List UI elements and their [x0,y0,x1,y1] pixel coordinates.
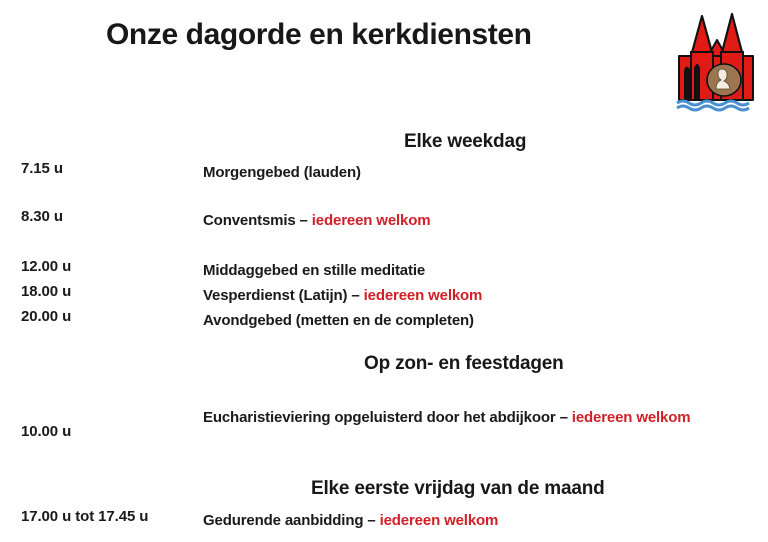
schedule-time: 18.00 u [21,283,72,300]
schedule-time: 17.00 u tot 17.45 u [21,508,149,525]
welkom-note: iedereen welkom [311,212,431,229]
schedule-description [203,508,718,533]
schedule-desc-text: Morgengebed (lauden) [203,164,361,181]
schedule-time: 12.00 u [21,258,72,275]
schedule-description [203,258,718,283]
page-title: Onze dagorde en kerkdiensten [106,18,532,51]
welkom-note: iedereen welkom [363,287,483,304]
abbey-church-logo [672,8,760,112]
section-heading-weekdag: Elke weekdag [404,131,527,152]
schedule-time: 10.00 u [21,423,72,440]
welkom-note: iedereen welkom [571,409,691,426]
schedule-description [203,308,718,333]
schedule-time: 7.15 u [21,160,63,177]
schedule-desc-text: Conventsmis – [203,212,312,229]
schedule-description [203,160,718,185]
section-heading-vrijdag: Elke eerste vrijdag van de maand [311,478,605,499]
schedule-desc-text: Vesperdienst (Latijn) – [203,287,364,304]
welkom-note: iedereen welkom [379,512,499,529]
schedule-desc-text: Gedurende aanbidding – [203,512,380,529]
schedule-description [203,208,718,233]
schedule-desc-text: Eucharistieviering opgeluisterd door het abdijkoor – [203,409,572,426]
schedule-description [203,283,718,308]
schedule-desc-text: Avondgebed (metten en de completen) [203,312,474,329]
schedule-description [203,405,718,430]
section-heading-zondag: Op zon- en feestdagen [364,353,564,374]
schedule-time: 20.00 u [21,308,72,325]
schedule-desc-text: Middaggebed en stille meditatie [203,262,426,279]
schedule-time: 8.30 u [21,208,63,225]
